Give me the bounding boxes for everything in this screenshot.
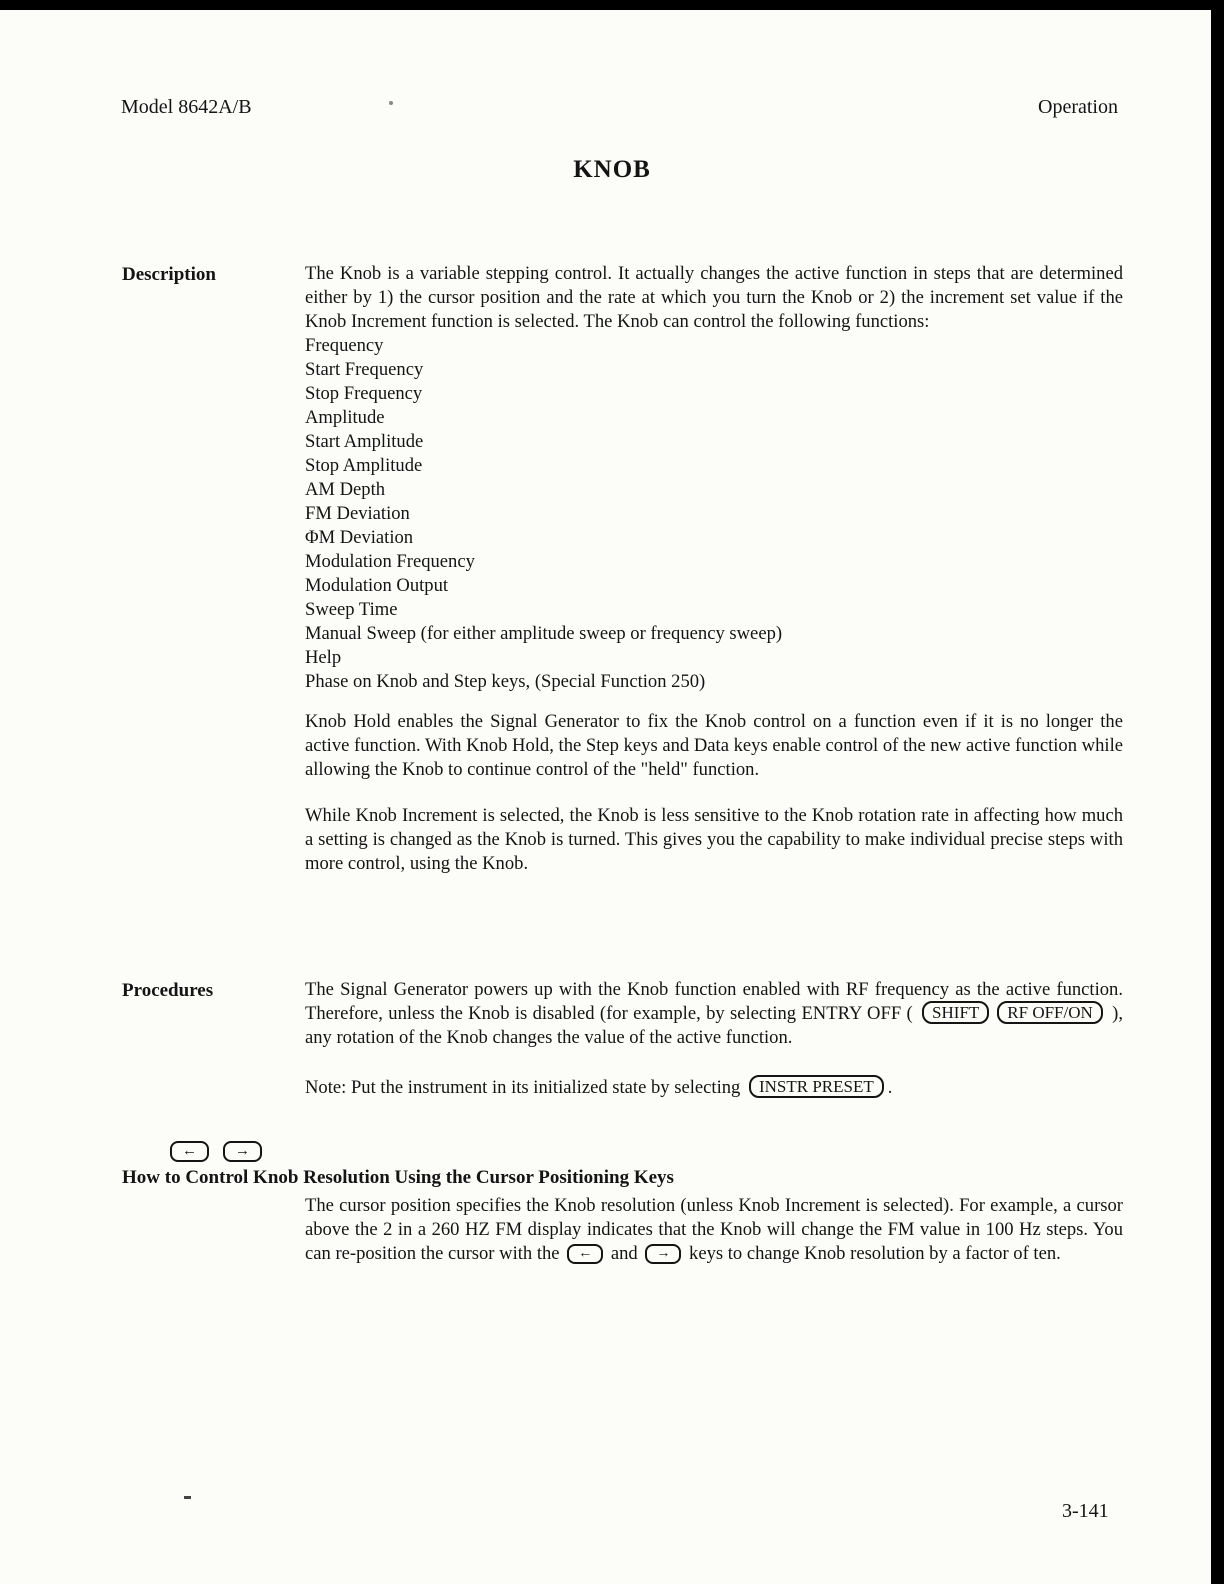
function-list-item: Modulation Output	[305, 575, 449, 596]
description-body	[305, 262, 1123, 876]
resolution-text-2: and	[606, 1243, 643, 1264]
scan-artifact-right-bar	[1211, 0, 1224, 1584]
function-list-item: Start Amplitude	[305, 431, 424, 452]
cursor-key-row	[170, 1141, 276, 1162]
description-label: Description	[122, 264, 216, 285]
description-paragraph-1: The Knob is a variable stepping control. It actually changes the active function in steps that are determined either by 1) the cursor position and the rate at which you turn the Knob or 2) the increment set value if the Knob Increment function is selected. The Knob can control the following functions:	[305, 263, 1123, 332]
function-list-item: Help	[305, 647, 342, 668]
left-arrow-inline-icon: ←	[578, 1246, 593, 1261]
shift-keycap-label: SHIFT	[932, 1003, 980, 1022]
description-paragraph-2: Knob Hold enables the Signal Generator to fix the Knob control on a function even if it is no longer the active function. With Knob Hold, the Step keys and Data keys enable control of the new active function while allowing the Knob to continue control of the "held" function.	[305, 711, 1123, 780]
note-line	[305, 1076, 1123, 1100]
instr-preset-keycap-label: INSTR PRESET	[758, 1077, 874, 1096]
page-number: 3-141	[1062, 1500, 1109, 1522]
model-number: Model 8642A/B	[121, 96, 252, 118]
note-text-after-key: .	[887, 1077, 893, 1098]
function-list-item: Manual Sweep (for either amplitude sweep or frequency sweep)	[305, 623, 783, 644]
function-list-item: Sweep Time	[305, 599, 398, 620]
resolution-body	[305, 1194, 1123, 1266]
resolution-paragraph	[305, 1194, 1123, 1266]
resolution-heading: How to Control Knob Resolution Using the Cursor Positioning Keys	[122, 1167, 674, 1188]
note-text-before-key: Note: Put the instrument in its initialized state by selecting	[305, 1077, 745, 1098]
left-arrow-icon: ←	[182, 1143, 197, 1159]
scan-artifact-top-bar	[0, 0, 1224, 10]
right-arrow-keycap	[223, 1141, 262, 1162]
right-arrow-icon: →	[235, 1143, 250, 1159]
page-header	[121, 96, 1118, 119]
left-arrow-inline-keycap	[567, 1244, 603, 1264]
rf-off-on-keycap	[997, 1001, 1103, 1024]
section-name: Operation	[1038, 96, 1118, 118]
function-list-item: Amplitude	[305, 407, 385, 428]
resolution-text-1: The cursor position specifies the Knob resolution (unless Knob Increment is selected). For example, a cursor above the 2 in a 260 HZ FM display indicates that the Knob will change the FM value in 100 Hz steps. You can re-position the cursor with the	[305, 1195, 1123, 1264]
procedures-label: Procedures	[122, 980, 214, 1001]
function-list-item: Modulation Frequency	[305, 551, 475, 572]
procedures-text-before-keys: The Signal Generator powers up with the Knob function enabled with RF frequency as the active function. Therefore, unless the Knob is disabled (for example, by selecting ENTRY OFF (	[305, 979, 1123, 1024]
function-list-item: AM Depth	[305, 479, 386, 500]
instr-preset-keycap	[749, 1075, 884, 1098]
function-list-item: ΦM Deviation	[305, 527, 414, 548]
procedures-paragraph	[305, 978, 1123, 1050]
page-title: KNOB	[573, 156, 651, 183]
function-list-item: Phase on Knob and Step keys, (Special Function 250)	[305, 671, 706, 692]
right-arrow-inline-keycap	[645, 1244, 681, 1264]
function-list-item: FM Deviation	[305, 503, 410, 524]
function-list-item: Stop Frequency	[305, 383, 423, 404]
right-arrow-inline-icon: →	[656, 1246, 671, 1261]
description-paragraph-3: While Knob Increment is selected, the Knob is less sensitive to the Knob rotation rate in affecting how much a setting is changed as the Knob is turned. This gives you the capability to make individual precise steps with more control, using the Knob.	[305, 805, 1123, 874]
rf-off-on-keycap-label: RF OFF/ON	[1007, 1003, 1093, 1022]
left-arrow-keycap	[170, 1141, 209, 1162]
procedures-text-after-keys: ), any rotation of the Knob changes the value of the active function.	[305, 1003, 1123, 1048]
scan-artifact-tick	[184, 1496, 191, 1499]
shift-keycap	[922, 1001, 989, 1024]
knob-function-list	[305, 334, 1123, 694]
function-list-item: Start Frequency	[305, 359, 424, 380]
function-list-item: Frequency	[305, 335, 384, 356]
function-list-item: Stop Amplitude	[305, 455, 423, 476]
resolution-text-3: keys to change Knob resolution by a factor of ten.	[684, 1243, 1061, 1264]
procedures-body	[305, 978, 1123, 1100]
